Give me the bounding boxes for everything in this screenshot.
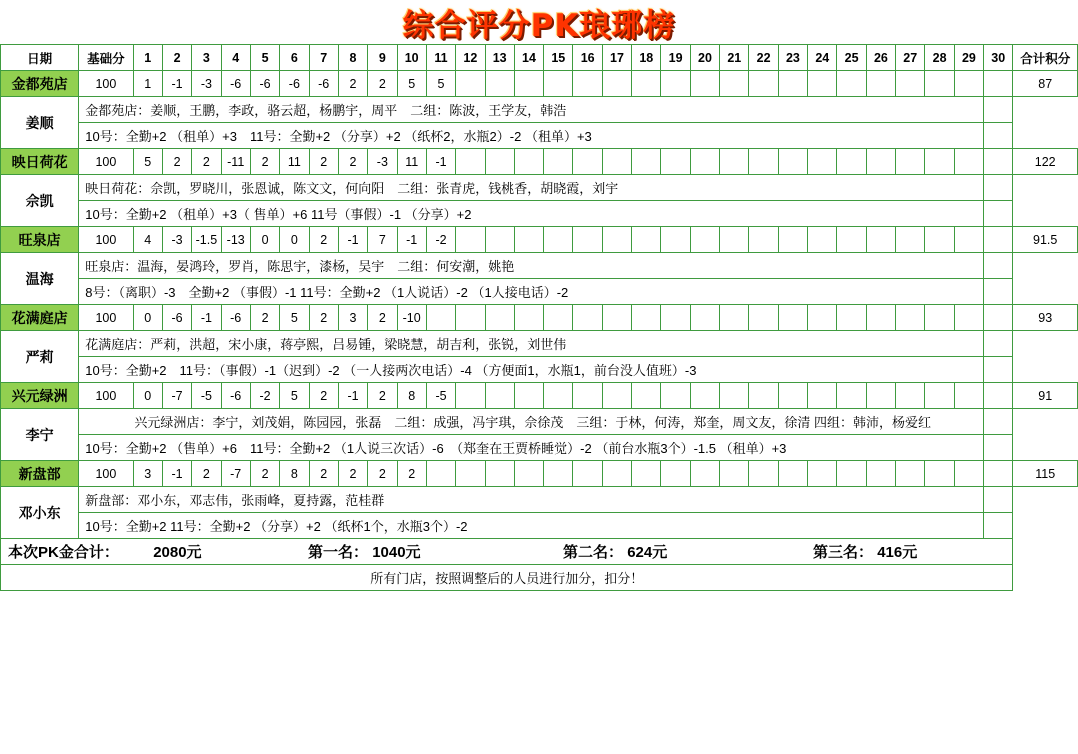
store-score-row (1, 71, 1078, 97)
score-day-3: -1 (192, 305, 221, 331)
store-notes-row (1, 357, 1078, 383)
store-notes-total-spacer (984, 279, 1013, 305)
score-day-4: -7 (221, 461, 250, 487)
score-day-3: 2 (192, 149, 221, 175)
score-day-2: -7 (162, 383, 191, 409)
score-day-30 (984, 383, 1013, 409)
score-day-15 (544, 305, 573, 331)
summary-cell (1, 539, 1013, 565)
store-members-total-spacer (984, 487, 1013, 513)
score-day-6: 8 (280, 461, 309, 487)
score-day-23 (778, 227, 807, 253)
store-name: 映日荷花 (1, 149, 79, 175)
store-members-text: 映日荷花：佘凯，罗晓川，张恩诚，陈文文，何向阳 二组：张青虎，钱桃香，胡晓霞，刘宇 (79, 175, 984, 201)
score-day-30 (984, 71, 1013, 97)
score-day-21 (720, 227, 749, 253)
header-cell-day-18: 18 (632, 45, 661, 71)
store-leader-name: 姜顺 (1, 97, 79, 149)
header-cell-day-26: 26 (866, 45, 895, 71)
score-day-12 (456, 305, 485, 331)
header-cell-day-6: 6 (280, 45, 309, 71)
score-day-22 (749, 227, 778, 253)
store-members-total-spacer (984, 175, 1013, 201)
score-day-17 (602, 227, 631, 253)
header-cell-day-9: 9 (368, 45, 397, 71)
score-day-26 (866, 227, 895, 253)
third-prize-label: 第三名： (813, 544, 874, 561)
score-day-19 (661, 149, 690, 175)
third-prize-value: 416元 (877, 544, 918, 561)
score-day-28 (925, 71, 954, 97)
store-notes-row (1, 201, 1078, 227)
store-name: 旺泉店 (1, 227, 79, 253)
score-day-24 (808, 227, 837, 253)
score-day-2: -3 (162, 227, 191, 253)
score-day-15 (544, 227, 573, 253)
score-day-27 (896, 149, 925, 175)
score-day-21 (720, 149, 749, 175)
store-members-total-spacer (984, 409, 1013, 435)
pk-total (4, 541, 308, 562)
score-day-14 (514, 383, 543, 409)
store-total-score: 87 (1013, 71, 1078, 97)
store-notes-text: 10号：全勤+2 （售单）+6 11号：全勤+2 （1人说三次话）-6 （郑奎在王贾桥睡觉）-2 （前台水瓶3个）-1.5 （租单）+3 (79, 435, 984, 461)
score-day-2: -1 (162, 71, 191, 97)
score-day-7: 2 (309, 227, 338, 253)
score-day-11 (426, 461, 455, 487)
score-day-30 (984, 305, 1013, 331)
score-day-29 (954, 71, 983, 97)
score-day-21 (720, 383, 749, 409)
store-notes-total-spacer (984, 435, 1013, 461)
score-day-11 (426, 305, 455, 331)
score-day-30 (984, 461, 1013, 487)
third-prize (813, 541, 1009, 562)
store-notes-row (1, 279, 1078, 305)
header-cell-day-3: 3 (192, 45, 221, 71)
footer-note-row (1, 565, 1078, 591)
store-members-text: 花满庭店：严莉，洪超，宋小康，蒋亭熙，吕易锺，梁晓慧，胡吉利，张锐，刘世伟 (79, 331, 984, 357)
score-day-24 (808, 71, 837, 97)
header-cell-day-13: 13 (485, 45, 514, 71)
score-day-4: -6 (221, 71, 250, 97)
score-day-19 (661, 227, 690, 253)
score-day-20 (690, 71, 719, 97)
store-members-row (1, 175, 1078, 201)
header-cell-total: 合计积分 (1013, 45, 1078, 71)
score-day-20 (690, 383, 719, 409)
store-notes-row (1, 123, 1078, 149)
score-day-8: -1 (338, 383, 367, 409)
score-day-12 (456, 227, 485, 253)
score-day-6: 0 (280, 227, 309, 253)
header-cell-day-4: 4 (221, 45, 250, 71)
score-day-20 (690, 227, 719, 253)
score-day-13 (485, 461, 514, 487)
score-day-9: 2 (368, 461, 397, 487)
store-members-row (1, 409, 1078, 435)
score-day-17 (602, 383, 631, 409)
score-day-22 (749, 305, 778, 331)
score-day-16 (573, 71, 602, 97)
score-day-16 (573, 305, 602, 331)
store-base-score: 100 (79, 461, 133, 487)
score-day-1: 0 (133, 305, 162, 331)
score-day-4: -13 (221, 227, 250, 253)
header-cell-day-15: 15 (544, 45, 573, 71)
header-cell-date: 日期 (1, 45, 79, 71)
store-notes-text: 10号：全勤+2 （租单）+3 11号：全勤+2 （分享）+2 （纸杯2，水瓶2）-2 （租单）+3 (79, 123, 984, 149)
pk-total-value: 2080元 (153, 544, 202, 561)
second-prize-value: 624元 (627, 544, 668, 561)
score-day-4: -11 (221, 149, 250, 175)
score-day-19 (661, 305, 690, 331)
store-members-row (1, 487, 1078, 513)
store-members-row (1, 331, 1078, 357)
score-day-17 (602, 149, 631, 175)
score-day-1: 3 (133, 461, 162, 487)
header-cell-day-7: 7 (309, 45, 338, 71)
page-title-bar (0, 0, 1078, 44)
score-day-8: -1 (338, 227, 367, 253)
store-score-row (1, 227, 1078, 253)
store-total-score: 91 (1013, 383, 1078, 409)
score-day-6: 11 (280, 149, 309, 175)
score-day-28 (925, 383, 954, 409)
table-header-row (1, 45, 1078, 71)
store-score-row (1, 461, 1078, 487)
score-day-21 (720, 71, 749, 97)
score-day-27 (896, 305, 925, 331)
score-day-22 (749, 71, 778, 97)
header-cell-day-1: 1 (133, 45, 162, 71)
store-members-total-spacer (984, 97, 1013, 123)
score-day-6: 5 (280, 305, 309, 331)
score-day-7: 2 (309, 461, 338, 487)
header-cell-day-28: 28 (925, 45, 954, 71)
score-day-14 (514, 149, 543, 175)
header-cell-day-22: 22 (749, 45, 778, 71)
score-day-13 (485, 305, 514, 331)
score-day-15 (544, 461, 573, 487)
score-day-12 (456, 383, 485, 409)
store-base-score: 100 (79, 149, 133, 175)
footer-note-text: 所有门店，按照调整后的人员进行加分，扣分！ (1, 565, 1013, 591)
score-day-27 (896, 71, 925, 97)
header-cell-day-2: 2 (162, 45, 191, 71)
score-day-25 (837, 71, 866, 97)
score-day-8: 2 (338, 149, 367, 175)
store-base-score: 100 (79, 71, 133, 97)
summary-row (1, 539, 1078, 565)
score-day-12 (456, 461, 485, 487)
score-day-2: 2 (162, 149, 191, 175)
store-members-text: 旺泉店：温海，晏鸿玲，罗肖，陈思宇，漆杨，吴宇 二组：何安潮，姚艳 (79, 253, 984, 279)
score-day-27 (896, 383, 925, 409)
store-score-row (1, 149, 1078, 175)
score-day-14 (514, 71, 543, 97)
score-day-7: 2 (309, 383, 338, 409)
second-prize-label: 第二名： (563, 544, 624, 561)
score-day-25 (837, 461, 866, 487)
store-total-score: 91.5 (1013, 227, 1078, 253)
score-day-20 (690, 149, 719, 175)
score-day-27 (896, 227, 925, 253)
score-day-10: 2 (397, 461, 426, 487)
header-cell-day-10: 10 (397, 45, 426, 71)
score-day-2: -6 (162, 305, 191, 331)
score-day-9: -3 (368, 149, 397, 175)
header-cell-day-30: 30 (984, 45, 1013, 71)
score-day-7: 2 (309, 305, 338, 331)
store-notes-total-spacer (984, 513, 1013, 539)
score-day-12 (456, 71, 485, 97)
score-day-26 (866, 305, 895, 331)
score-day-12 (456, 149, 485, 175)
score-day-22 (749, 149, 778, 175)
score-day-23 (778, 461, 807, 487)
store-notes-text: 10号：全勤+2 11号：全勤+2 （分享）+2 （纸杯1个，水瓶3个）-2 (79, 513, 984, 539)
score-table (0, 44, 1078, 591)
store-leader-name: 邓小东 (1, 487, 79, 539)
score-day-21 (720, 461, 749, 487)
score-day-25 (837, 227, 866, 253)
score-day-23 (778, 149, 807, 175)
score-day-15 (544, 71, 573, 97)
store-notes-total-spacer (984, 357, 1013, 383)
store-leader-name: 严莉 (1, 331, 79, 383)
score-day-3: -5 (192, 383, 221, 409)
score-day-13 (485, 227, 514, 253)
score-day-29 (954, 461, 983, 487)
score-day-3: 2 (192, 461, 221, 487)
score-day-14 (514, 305, 543, 331)
score-day-10: -10 (397, 305, 426, 331)
store-leader-name: 李宁 (1, 409, 79, 461)
store-name: 兴元绿洲 (1, 383, 79, 409)
score-day-27 (896, 461, 925, 487)
score-day-6: -6 (280, 71, 309, 97)
score-day-11: -5 (426, 383, 455, 409)
score-day-15 (544, 149, 573, 175)
score-day-14 (514, 227, 543, 253)
score-day-18 (632, 383, 661, 409)
score-day-13 (485, 71, 514, 97)
first-prize-label: 第一名： (308, 544, 369, 561)
store-leader-name: 佘凯 (1, 175, 79, 227)
store-total-score: 93 (1013, 305, 1078, 331)
header-cell-day-24: 24 (808, 45, 837, 71)
second-prize (563, 541, 813, 562)
score-day-13 (485, 383, 514, 409)
store-notes-row (1, 435, 1078, 461)
score-day-16 (573, 149, 602, 175)
score-day-10: -1 (397, 227, 426, 253)
pk-total-label: 本次PK金合计： (8, 544, 119, 561)
header-cell-day-20: 20 (690, 45, 719, 71)
score-day-29 (954, 383, 983, 409)
score-day-18 (632, 71, 661, 97)
store-name: 金都苑店 (1, 71, 79, 97)
first-prize-value: 1040元 (372, 544, 421, 561)
score-day-20 (690, 461, 719, 487)
store-members-total-spacer (984, 253, 1013, 279)
score-day-8: 2 (338, 461, 367, 487)
store-name: 新盘部 (1, 461, 79, 487)
score-day-11: -2 (426, 227, 455, 253)
score-day-5: 2 (250, 305, 279, 331)
score-day-10: 11 (397, 149, 426, 175)
store-members-row (1, 97, 1078, 123)
store-name: 花满庭店 (1, 305, 79, 331)
score-day-18 (632, 461, 661, 487)
score-day-9: 7 (368, 227, 397, 253)
score-day-23 (778, 71, 807, 97)
score-day-26 (866, 383, 895, 409)
score-day-29 (954, 227, 983, 253)
score-day-2: -1 (162, 461, 191, 487)
score-day-29 (954, 305, 983, 331)
header-cell-day-29: 29 (954, 45, 983, 71)
score-day-19 (661, 461, 690, 487)
score-day-16 (573, 461, 602, 487)
score-day-1: 0 (133, 383, 162, 409)
score-day-11: -1 (426, 149, 455, 175)
store-notes-total-spacer (984, 123, 1013, 149)
score-day-8: 2 (338, 71, 367, 97)
header-cell-day-25: 25 (837, 45, 866, 71)
score-day-10: 5 (397, 71, 426, 97)
score-day-4: -6 (221, 305, 250, 331)
score-day-13 (485, 149, 514, 175)
score-day-10: 8 (397, 383, 426, 409)
score-day-20 (690, 305, 719, 331)
score-day-3: -3 (192, 71, 221, 97)
score-day-28 (925, 461, 954, 487)
store-base-score: 100 (79, 305, 133, 331)
store-members-total-spacer (984, 331, 1013, 357)
score-day-1: 5 (133, 149, 162, 175)
store-base-score: 100 (79, 227, 133, 253)
score-day-25 (837, 383, 866, 409)
score-day-15 (544, 383, 573, 409)
score-day-3: -1.5 (192, 227, 221, 253)
score-day-5: -6 (250, 71, 279, 97)
store-base-score: 100 (79, 383, 133, 409)
score-day-17 (602, 461, 631, 487)
score-day-9: 2 (368, 71, 397, 97)
store-score-row (1, 383, 1078, 409)
score-day-30 (984, 149, 1013, 175)
header-cell-day-11: 11 (426, 45, 455, 71)
header-cell-day-19: 19 (661, 45, 690, 71)
score-day-8: 3 (338, 305, 367, 331)
score-day-23 (778, 383, 807, 409)
score-day-1: 4 (133, 227, 162, 253)
score-day-1: 1 (133, 71, 162, 97)
header-cell-day-23: 23 (778, 45, 807, 71)
store-members-row (1, 253, 1078, 279)
header-cell-day-21: 21 (720, 45, 749, 71)
score-day-11: 5 (426, 71, 455, 97)
store-notes-text: 8号：（离职）-3 全勤+2 （事假）-1 11号：全勤+2 （1人说话）-2 （1人接电话）-2 (79, 279, 984, 305)
score-day-24 (808, 383, 837, 409)
score-day-7: -6 (309, 71, 338, 97)
score-day-4: -6 (221, 383, 250, 409)
score-day-9: 2 (368, 305, 397, 331)
score-day-18 (632, 305, 661, 331)
score-day-21 (720, 305, 749, 331)
store-leader-name: 温海 (1, 253, 79, 305)
score-day-26 (866, 149, 895, 175)
store-members-text: 新盘部：邓小东，邓志伟，张雨峰，夏持露，范桂群 (79, 487, 984, 513)
store-score-row (1, 305, 1078, 331)
score-day-26 (866, 71, 895, 97)
score-day-28 (925, 149, 954, 175)
header-cell-day-27: 27 (896, 45, 925, 71)
score-day-28 (925, 227, 954, 253)
score-day-5: 2 (250, 461, 279, 487)
score-day-18 (632, 227, 661, 253)
header-cell-day-5: 5 (250, 45, 279, 71)
header-cell-day-8: 8 (338, 45, 367, 71)
score-day-16 (573, 227, 602, 253)
score-day-26 (866, 461, 895, 487)
score-day-17 (602, 305, 631, 331)
store-notes-text: 10号：全勤+2 11号：（事假）-1（迟到）-2 （一人接两次电话）-4 （方便面1，水瓶1，前台没人值班）-3 (79, 357, 984, 383)
header-cell-day-16: 16 (573, 45, 602, 71)
score-day-30 (984, 227, 1013, 253)
score-day-24 (808, 461, 837, 487)
score-day-25 (837, 305, 866, 331)
score-day-18 (632, 149, 661, 175)
store-members-text: 兴元绿洲店：李宁，刘茂娟，陈园园，张磊 二组：成强，冯宇琪，佘徐茂 三组：于林，何涛，郑奎，周文友，徐清 四组：韩沛，杨爱红 (79, 409, 984, 435)
score-day-5: 0 (250, 227, 279, 253)
store-total-score: 122 (1013, 149, 1078, 175)
score-day-5: 2 (250, 149, 279, 175)
score-day-6: 5 (280, 383, 309, 409)
store-notes-row (1, 513, 1078, 539)
score-day-22 (749, 383, 778, 409)
score-day-19 (661, 383, 690, 409)
score-day-17 (602, 71, 631, 97)
score-day-29 (954, 149, 983, 175)
header-cell-day-12: 12 (456, 45, 485, 71)
store-members-text: 金都苑店：姜顺，王鹏，李政，骆云超，杨鹏宇，周平 二组：陈波，王学友，韩浩 (79, 97, 984, 123)
score-day-9: 2 (368, 383, 397, 409)
score-day-22 (749, 461, 778, 487)
score-day-16 (573, 383, 602, 409)
score-day-24 (808, 305, 837, 331)
score-day-25 (837, 149, 866, 175)
score-day-23 (778, 305, 807, 331)
page-title: 综合评分PK琅琊榜 (402, 7, 676, 44)
score-day-14 (514, 461, 543, 487)
score-day-19 (661, 71, 690, 97)
store-notes-total-spacer (984, 201, 1013, 227)
score-day-5: -2 (250, 383, 279, 409)
score-day-7: 2 (309, 149, 338, 175)
header-cell-day-17: 17 (602, 45, 631, 71)
store-notes-text: 10号：全勤+2 （租单）+3（ 售单）+6 11号（事假）-1 （分享）+2 (79, 201, 984, 227)
score-day-24 (808, 149, 837, 175)
first-prize (308, 541, 563, 562)
store-total-score: 115 (1013, 461, 1078, 487)
score-day-28 (925, 305, 954, 331)
header-cell-day-14: 14 (514, 45, 543, 71)
header-cell-base: 基础分 (79, 45, 133, 71)
